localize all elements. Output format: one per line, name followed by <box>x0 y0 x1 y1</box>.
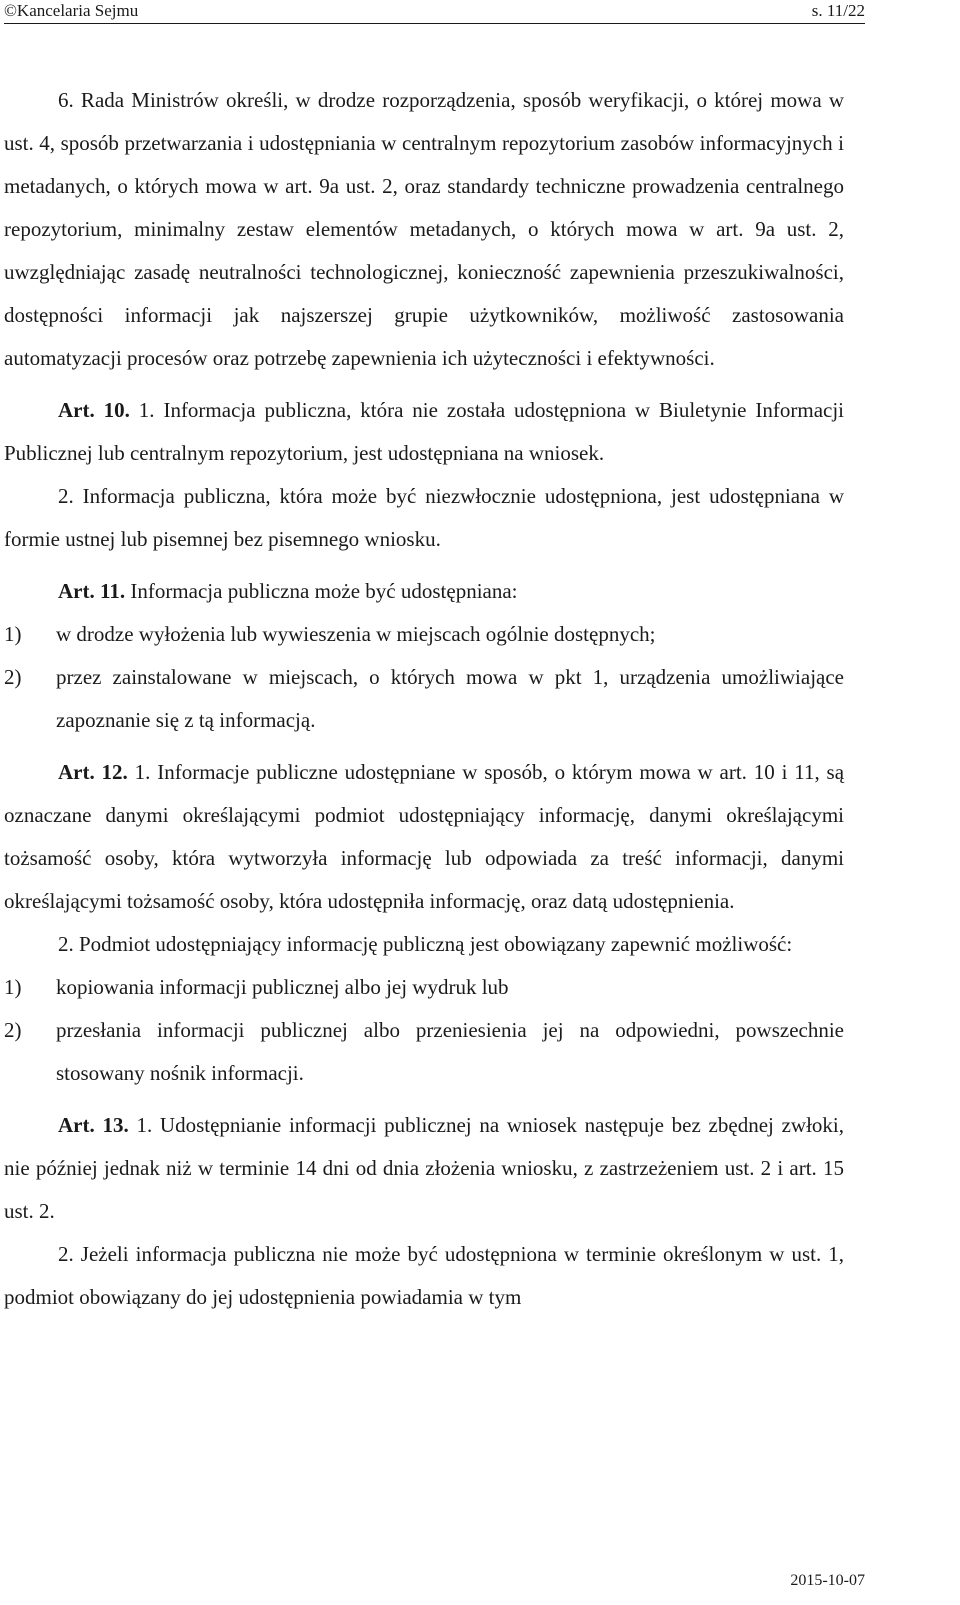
article-12-label: Art. 12. <box>58 760 128 784</box>
list-item: 2) przez zainstalowane w miejscach, o których mowa w pkt 1, urządzenia umożliwiające zapoznanie się z tą informacją. <box>4 665 844 732</box>
header-source: ©Kancelaria Sejmu <box>4 1 139 20</box>
page-number: s. 11/22 <box>811 1 865 20</box>
article-11-label: Art. 11. <box>58 579 126 603</box>
list-item: 1) w drodze wyłożenia lub wywieszenia w miejscach ogólnie dostępnych; <box>4 622 656 646</box>
list-item: 2) przesłania informacji publicznej albo przeniesienia jej na odpowiedni, powszechnie stosowany nośnik informacji. <box>4 1018 844 1085</box>
article-12-ust-1: Art. 12. 1. Informacje publiczne udostępniane w sposób, o którym mowa w art. 10 i 11, są oznaczane danymi określającymi podmiot udostępniający informację, danymi określającymi tożsamość osoby, która wytworzyła informację lub odpowiada za treść informacji, danymi określającymi tożsamość osoby, która udostępniła informację, oraz datą udostępnienia. <box>4 760 845 913</box>
article-10-label: Art. 10. <box>58 398 130 422</box>
article-13-ust-1: Art. 13. 1. Udostępnianie informacji publicznej na wniosek następuje bez zbędnej zwłoki, nie później jednak niż w terminie 14 dni od dnia złożenia wniosku, z zastrzeżeniem ust. 2 i art. 15 ust. 2. <box>4 1113 844 1223</box>
header-rule <box>4 23 865 24</box>
article-12-ust-2: 2. Podmiot udostępniający informację publiczną jest obowiązany zapewnić możliwość: <box>58 932 793 956</box>
list-item: 1) kopiowania informacji publicznej albo jej wydruk lub <box>4 975 509 999</box>
article-10-ust-1: Art. 10. 1. Informacja publiczna, która nie została udostępniona w Biuletynie Informacji Publicznej lub centralnym repozytorium, jest udostępniana na wniosek. <box>4 398 845 465</box>
footer-date: 2015-10-07 <box>790 1572 865 1589</box>
paragraph-ust-6: 6. Rada Ministrów określi, w drodze rozporządzenia, sposób weryfikacji, o której mowa w ust. 4, sposób przetwarzania i udostępniania w centralnym repozytorium zasobów informacyjnych i metadanych, o których mowa w art. 9a ust. 2, oraz standardy techniczne prowadzenia centralnego repozytorium, minimalny zestaw elementów metadanych, o których mowa w art. 9a ust. 2, uwzględniając zasadę neutralności technologicznej, konieczność zapewnienia przeszukiwalności, dostępności informacji jak najszerszej grupie użytkowników, możliwość zastosowania automatyzacji procesów oraz potrzebę zapewnienia ich użyteczności i efektywności. <box>4 88 844 370</box>
article-11-intro: Art. 11. Informacja publiczna może być udostępniana: <box>58 579 518 603</box>
article-13-ust-2: 2. Jeżeli informacja publiczna nie może być udostępniona w terminie określonym w ust. 1, podmiot obowiązany do jej udostępnienia powiadamia w tym <box>4 1242 844 1309</box>
article-13-label: Art. 13. <box>58 1113 129 1137</box>
article-10-ust-2: 2. Informacja publiczna, która może być niezwłocznie udostępniona, jest udostępniana w formie ustnej lub pisemnej bez pisemnego wniosku. <box>4 484 844 551</box>
page-header <box>0 0 960 24</box>
document-body <box>4 79 844 1319</box>
